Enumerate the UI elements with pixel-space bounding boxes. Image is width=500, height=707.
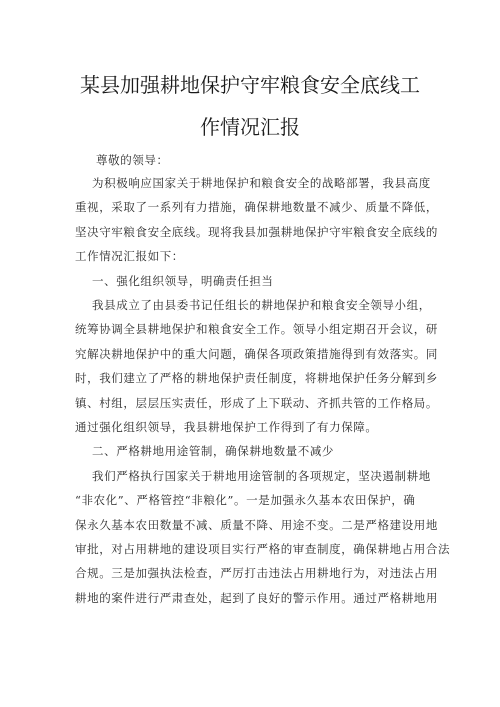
body-line: 我们严格执行国家关于耕地用途管制的各项规定，坚决遏制耕地 (75, 468, 431, 483)
body-line: 保永久基本农田数量不减、质量不降、用途不变。二是严格建设用地 (75, 517, 438, 532)
body-line: 为积极响应国家关于耕地保护和粮食安全的战略部署，我县高度 (75, 176, 431, 190)
body-line: 工作情况汇报如下： (75, 249, 184, 264)
body-line: 统筹协调全县耕地保护和粮食安全工作。领导小组定期召开会议，研 (75, 322, 438, 337)
body-line: 时，我们建立了严格的耕地保护责任制度，将耕地保护任务分解到乡 (75, 371, 438, 386)
body-line: “非农化”、严格管控“非粮化”。一是加强永久基本农田保护，确 (75, 493, 416, 508)
body-line: 一、强化组织领导，明确责任担当 (75, 273, 274, 288)
body-line: 坚决守牢粮食安全底线。现将我县加强耕地保护守牢粮食安全底线的 (75, 224, 438, 239)
body-line: 耕地的案件进行严肃查处，起到了良好的警示作用。通过严格耕地用 (75, 590, 438, 605)
body-line: 我县成立了由县委书记任组长的耕地保护和粮食安全领导小组， (75, 298, 431, 312)
body-line: 合规。三是加强执法检查，严厉打击违法占用耕地行为，对违法占用 (75, 566, 438, 581)
body-line: 审批，对占用耕地的建设项目实行严格的审查制度，确保耕地占用合法 (75, 542, 451, 556)
body-line: 重视，采取了一系列有力措施，确保耕地数量不减少、质量不降低， (75, 200, 438, 215)
body-line: 镇、村组，层层压实责任，形成了上下联动、齐抓共管的工作格局。 (75, 395, 438, 410)
body-line: 二、严格耕地用途管制，确保耕地数量不减少 (75, 444, 335, 459)
salutation: 尊敬的领导： (96, 153, 169, 167)
document-title-line-2: 作情况汇报 (200, 115, 300, 139)
document-title-line-1: 某县加强耕地保护守牢粮食安全底线工 (80, 73, 420, 97)
body-line: 通过强化组织领导，我县耕地保护工作得到了有力保障。 (75, 420, 378, 434)
body-line: 究解决耕地保护中的重大问题，确保各项政策措施得到有效落实。同 (75, 346, 438, 361)
